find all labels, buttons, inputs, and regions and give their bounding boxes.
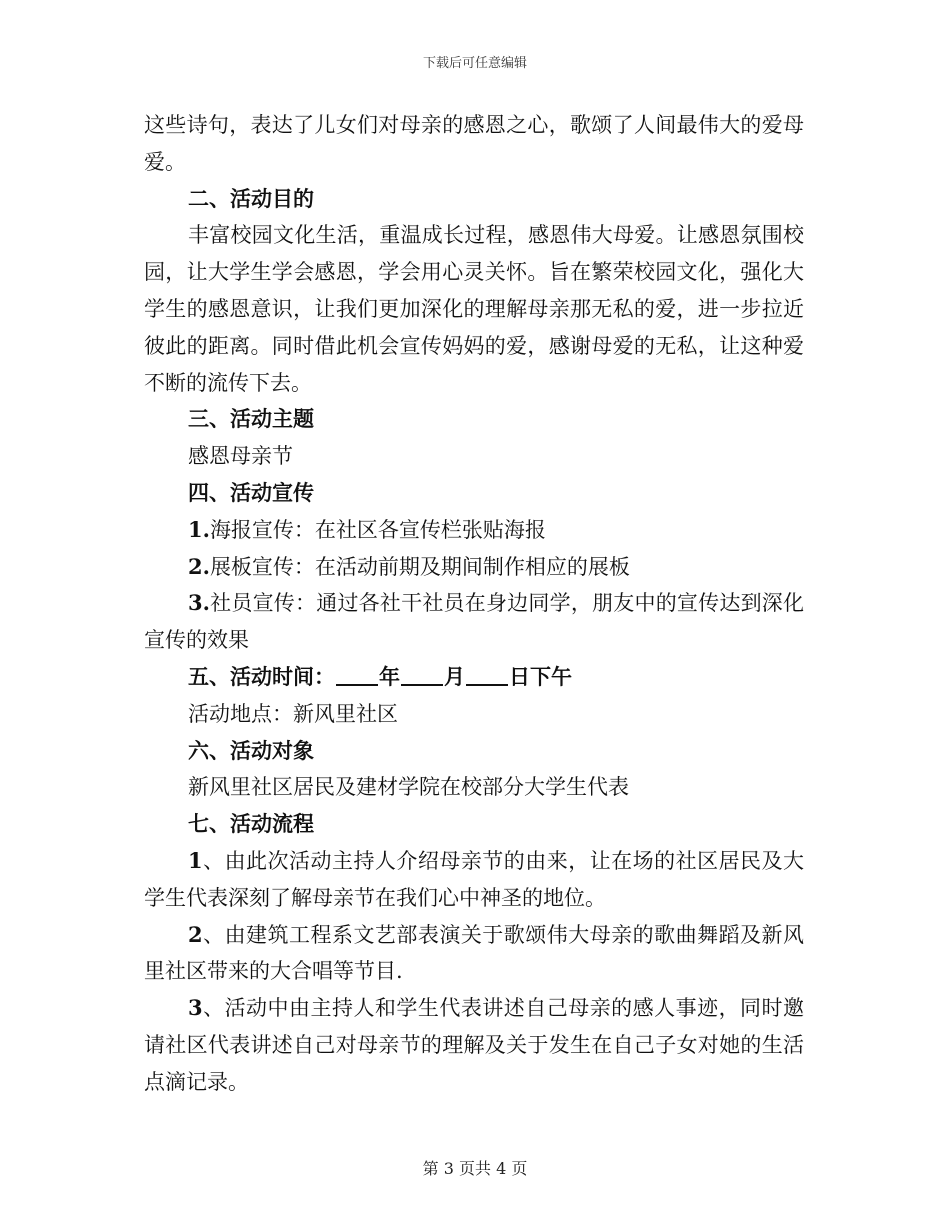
item-number: 1. — [188, 516, 210, 542]
section-heading-audience: 六、活动对象 — [188, 737, 314, 763]
section-heading-process: 七、活动流程 — [188, 811, 314, 837]
item-text: 、由建筑工程系文艺部表演关于歌颂伟大母亲的歌曲舞蹈及新风里社区带来的大合唱等节目. — [144, 922, 804, 984]
time-label: 五、活动时间： — [188, 663, 335, 689]
document-body — [144, 107, 804, 1101]
page-header: 下载后可任意编辑 — [422, 56, 527, 71]
section-heading-purpose: 二、活动目的 — [188, 185, 314, 211]
process-item — [144, 990, 804, 1100]
item-text: 海报宣传：在社区各宣传栏张贴海报 — [209, 517, 546, 542]
publicity-item — [144, 549, 804, 586]
audience-paragraph: 新风里社区居民及建材学院在校部分大学生代表 — [188, 775, 629, 800]
item-number: 3 — [188, 995, 203, 1021]
item-number: 3. — [188, 590, 210, 616]
item-text: 、活动中由主持人和学生代表讲述自己母亲的感人事迹，同时邀请社区代表讲述自己对母亲节的理解及关于发生在自己子女对她的生活点滴记录。 — [144, 996, 804, 1094]
day-label: 日下午 — [509, 663, 572, 689]
item-number: 2 — [188, 921, 203, 947]
place-paragraph: 活动地点：新风里社区 — [188, 701, 398, 726]
day-blank — [466, 662, 508, 686]
month-blank — [401, 662, 443, 686]
item-number: 1 — [188, 847, 203, 873]
item-text: 社员宣传：通过各社干社员在身边同学，朋友中的宣传达到深化宣传的效果 — [144, 591, 804, 653]
year-label: 年 — [379, 663, 400, 689]
item-number: 2. — [188, 553, 210, 579]
section-heading-theme: 三、活动主题 — [188, 406, 314, 432]
item-text: 展板宣传：在活动前期及期间制作相应的展板 — [209, 554, 630, 579]
process-item — [144, 917, 804, 991]
section-heading-publicity: 四、活动宣传 — [188, 479, 314, 505]
year-blank — [336, 662, 378, 686]
purpose-paragraph: 丰富校园文化生活，重温成长过程，感恩伟大母爱。让感恩氛围校园，让大学生学会感恩，学会用心灵关怀。旨在繁荣校园文化，强化大学生的感恩意识，让我们更加深化的理解母亲那无私的爱，进一步拉近彼此的距离。同时借此机会宣传妈妈的爱，感谢母爱的无私，让这种爱不断的流传下去。 — [144, 223, 804, 395]
page-footer: 第 3 页共 4 页 — [422, 1159, 528, 1178]
month-label: 月 — [444, 663, 465, 689]
theme-paragraph: 感恩母亲节 — [188, 444, 293, 469]
intro-paragraph: 这些诗句，表达了儿女们对母亲的感恩之心，歌颂了人间最伟大的爱母爱。 — [144, 113, 804, 174]
publicity-item — [144, 512, 804, 549]
process-item — [144, 843, 804, 917]
publicity-item — [144, 585, 804, 659]
item-text: 、由此次活动主持人介绍母亲节的由来，让在场的社区居民及大学生代表深刻了解母亲节在我们心中神圣的地位。 — [144, 848, 804, 910]
section-heading-time — [144, 659, 804, 696]
